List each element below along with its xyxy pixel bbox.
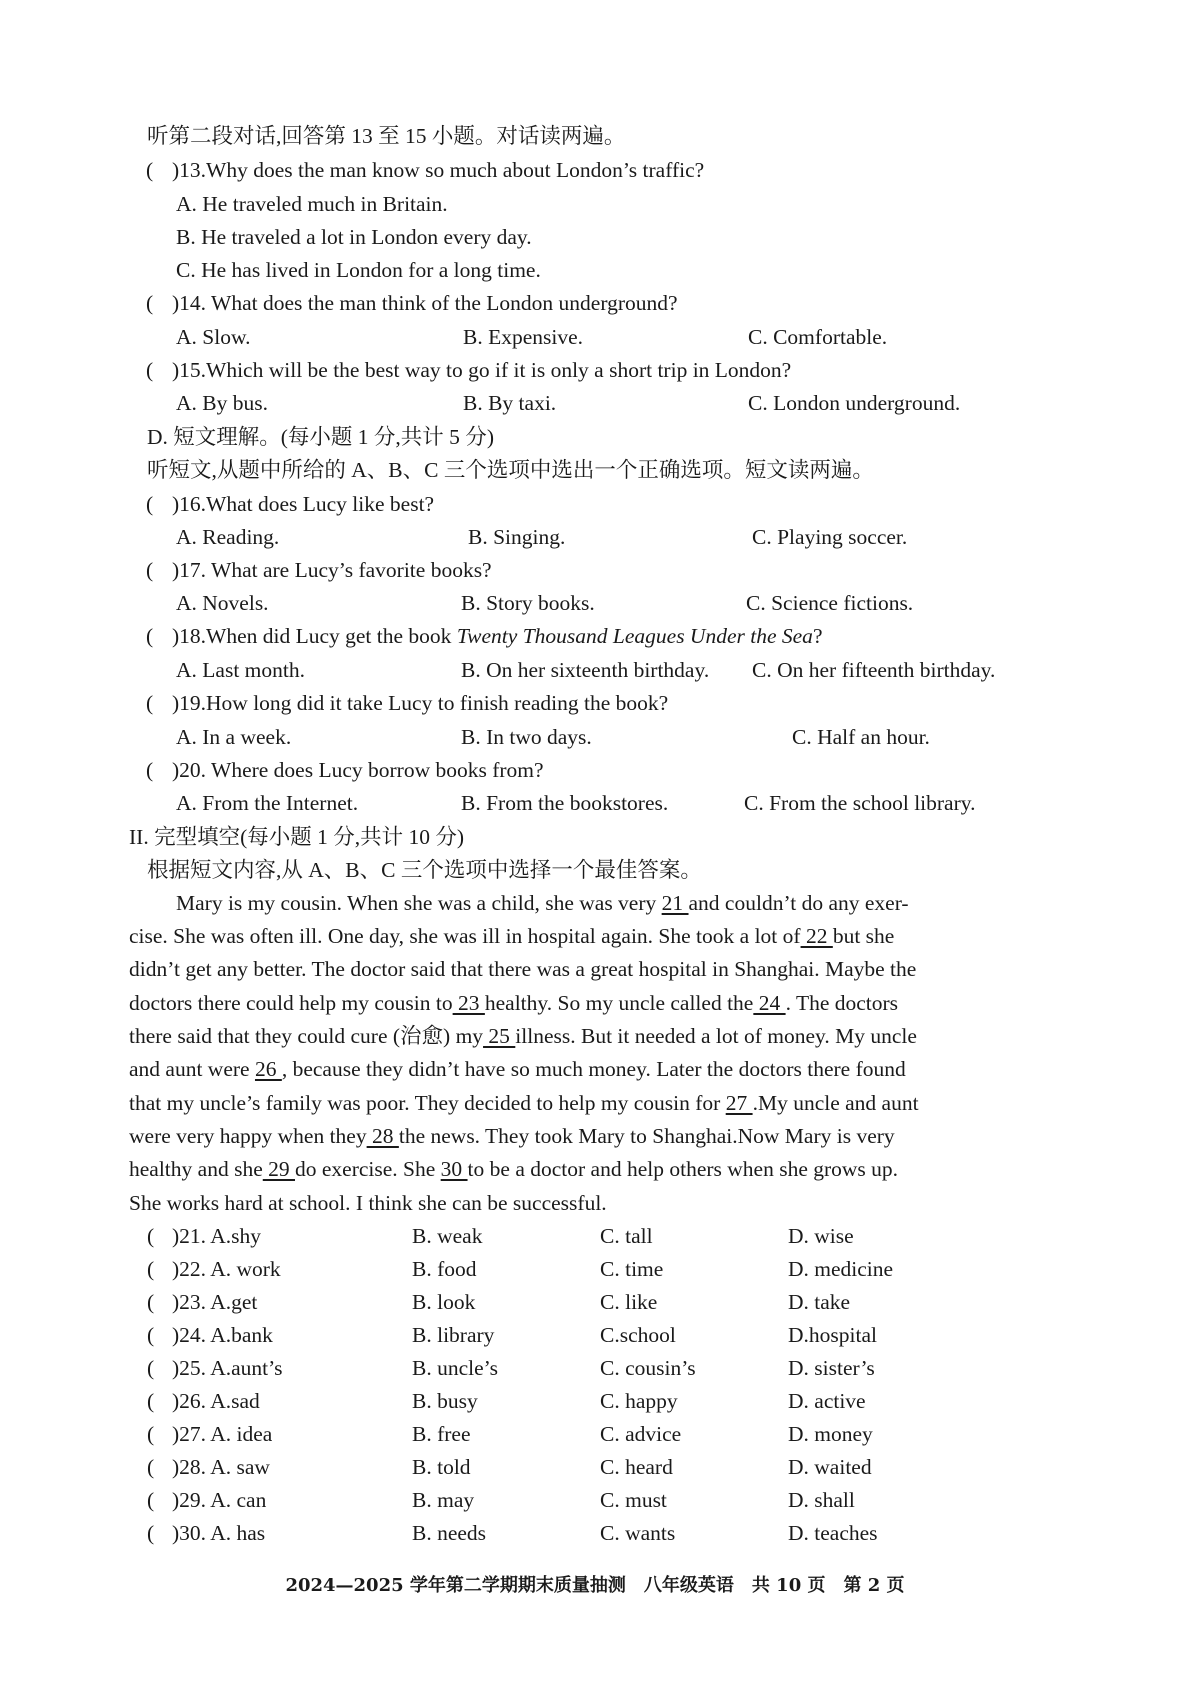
cloze-option-a: )29. A. can bbox=[172, 1488, 267, 1512]
blank-29: 29 bbox=[262, 1157, 295, 1181]
answer-paren: ( bbox=[146, 691, 154, 715]
blank-28: 28 bbox=[366, 1124, 399, 1148]
answer-paren: ( bbox=[146, 758, 154, 782]
passage-text: do exercise. She bbox=[295, 1157, 441, 1181]
blank-26: 26 bbox=[254, 1057, 282, 1081]
passage-line: didn’t get any better. The doctor said that there was a great hospital in Shanghai. Maybe the bbox=[129, 957, 917, 981]
question-15-stem: )15.Which will be the best way to go if it is only a short trip in London? bbox=[172, 358, 792, 382]
question-18-option-a: A. Last month. bbox=[176, 658, 305, 682]
book-title: Twenty Thousand Leagues Under the Sea bbox=[456, 624, 813, 648]
answer-paren: ( bbox=[146, 158, 154, 182]
answer-paren: ( bbox=[147, 1257, 155, 1281]
cloze-option-c: C. tall bbox=[600, 1224, 653, 1248]
question-16-option-c: C. Playing soccer. bbox=[752, 525, 908, 549]
cloze-option-a: )25. A.aunt’s bbox=[172, 1356, 283, 1380]
question-20-stem: )20. Where does Lucy borrow books from? bbox=[172, 758, 544, 782]
cloze-option-b: B. needs bbox=[412, 1521, 487, 1545]
passage-text: Mary is my cousin. When she was a child, she was very bbox=[176, 891, 662, 915]
question-13-stem: )13.Why does the man know so much about London’s traffic? bbox=[172, 158, 705, 182]
cloze-option-d: D. take bbox=[788, 1290, 851, 1314]
cloze-option-b: B. busy bbox=[412, 1389, 478, 1413]
section-d-title: D. 短文理解。(每小题 1 分,共计 5 分) bbox=[147, 425, 494, 449]
blank-23: 23 bbox=[452, 991, 485, 1015]
answer-paren: ( bbox=[147, 1422, 155, 1446]
answer-paren: ( bbox=[146, 492, 154, 516]
passage-text: there said that they could cure (治愈) my bbox=[129, 1024, 484, 1048]
page-footer: 2024—2025 学年第二学期期末质量抽测 八年级英语 共 10 页 第 2 页 bbox=[285, 1575, 905, 1596]
section-ii-instructions: 根据短文内容,从 A、B、C 三个选项中选择一个最佳答案。 bbox=[147, 858, 702, 882]
passage-text: were very happy when they bbox=[129, 1124, 367, 1148]
passage-line bbox=[129, 1054, 906, 1084]
section-c2-heading: 听第二段对话,回答第 13 至 15 小题。对话读两遍。 bbox=[147, 124, 626, 148]
passage-text: , because they didn’t have so much money. Later the doctors there found bbox=[281, 1057, 906, 1081]
answer-paren: ( bbox=[146, 624, 154, 648]
blank-22: 22 bbox=[800, 924, 833, 948]
question-14-option-a: A. Slow. bbox=[176, 325, 251, 349]
question-15-option-a: A. By bus. bbox=[176, 391, 268, 415]
cloze-option-c: C. wants bbox=[600, 1521, 676, 1545]
blank-25: 25 bbox=[483, 1024, 516, 1048]
answer-paren: ( bbox=[147, 1356, 155, 1380]
question-19-stem: )19.How long did it take Lucy to finish reading the book? bbox=[172, 691, 669, 715]
question-18-stem-text: )18.When did Lucy get the book bbox=[172, 624, 457, 648]
cloze-option-d: D. sister’s bbox=[788, 1356, 875, 1380]
passage-line bbox=[129, 1088, 919, 1118]
cloze-option-b: B. told bbox=[412, 1455, 471, 1479]
cloze-option-d: D. shall bbox=[788, 1488, 855, 1512]
question-17-option-b: B. Story books. bbox=[461, 591, 595, 615]
passage-line bbox=[129, 988, 898, 1018]
cloze-option-d: D.hospital bbox=[788, 1323, 877, 1347]
question-mark: ? bbox=[812, 624, 823, 648]
cloze-option-d: D. waited bbox=[788, 1455, 872, 1479]
answer-paren: ( bbox=[147, 1455, 155, 1479]
passage-line: She works hard at school. I think she can be successful. bbox=[129, 1191, 607, 1215]
section-ii-title: II. 完型填空(每小题 1 分,共计 10 分) bbox=[129, 825, 465, 849]
question-17-option-c: C. Science fictions. bbox=[746, 591, 914, 615]
passage-text: healthy and she bbox=[129, 1157, 263, 1181]
passage-text: .My uncle and aunt bbox=[752, 1091, 919, 1115]
cloze-option-b: B. library bbox=[412, 1323, 495, 1347]
question-14-option-b: B. Expensive. bbox=[463, 325, 584, 349]
passage-text: but she bbox=[832, 924, 895, 948]
question-20-option-c: C. From the school library. bbox=[744, 791, 976, 815]
answer-paren: ( bbox=[146, 291, 154, 315]
section-d-instructions: 听短文,从题中所给的 A、B、C 三个选项中选出一个正确选项。短文读两遍。 bbox=[147, 458, 874, 482]
cloze-option-c: C. like bbox=[600, 1290, 658, 1314]
answer-paren: ( bbox=[147, 1389, 155, 1413]
cloze-option-d: D. medicine bbox=[788, 1257, 894, 1281]
question-18-option-c: C. On her fifteenth birthday. bbox=[752, 658, 996, 682]
passage-text: cise. She was often ill. One day, she was ill in hospital again. She took a lot of bbox=[129, 924, 801, 948]
blank-30: 30 bbox=[440, 1157, 468, 1181]
question-19-option-b: B. In two days. bbox=[461, 725, 592, 749]
passage-line bbox=[129, 1021, 917, 1051]
cloze-option-c: C. heard bbox=[600, 1455, 673, 1479]
cloze-option-b: B. may bbox=[412, 1488, 475, 1512]
cloze-option-a: )24. A.bank bbox=[172, 1323, 273, 1347]
passage-line bbox=[129, 921, 894, 951]
answer-paren: ( bbox=[147, 1290, 155, 1314]
question-20-option-b: B. From the bookstores. bbox=[461, 791, 669, 815]
blank-21: 21 bbox=[661, 891, 689, 915]
cloze-option-a: )28. A. saw bbox=[172, 1455, 270, 1479]
cloze-option-a: )22. A. work bbox=[172, 1257, 281, 1281]
cloze-option-c: C. happy bbox=[600, 1389, 678, 1413]
question-15-option-c: C. London underground. bbox=[748, 391, 961, 415]
cloze-option-d: D. wise bbox=[788, 1224, 854, 1248]
answer-paren: ( bbox=[146, 358, 154, 382]
passage-text: the news. They took Mary to Shanghai.Now Mary is very bbox=[398, 1124, 895, 1148]
cloze-option-d: D. money bbox=[788, 1422, 873, 1446]
question-16-option-a: A. Reading. bbox=[176, 525, 280, 549]
question-20-option-a: A. From the Internet. bbox=[176, 791, 359, 815]
cloze-option-b: B. look bbox=[412, 1290, 476, 1314]
passage-text: healthy. So my uncle called the bbox=[484, 991, 754, 1015]
question-16-option-b: B. Singing. bbox=[468, 525, 566, 549]
cloze-option-d: D. active bbox=[788, 1389, 866, 1413]
cloze-option-a: )30. A. has bbox=[172, 1521, 266, 1545]
answer-paren: ( bbox=[147, 1488, 155, 1512]
passage-text: and couldn’t do any exer- bbox=[688, 891, 909, 915]
cloze-option-c: C. cousin’s bbox=[600, 1356, 696, 1380]
question-17-option-a: A. Novels. bbox=[176, 591, 269, 615]
passage-text: to be a doctor and help others when she grows up. bbox=[467, 1157, 899, 1181]
passage-text: and aunt were bbox=[129, 1057, 255, 1081]
question-18-stem bbox=[172, 621, 822, 651]
cloze-option-a: )21. A.shy bbox=[172, 1224, 261, 1248]
cloze-option-c: C.school bbox=[600, 1323, 676, 1347]
cloze-option-b: B. food bbox=[412, 1257, 477, 1281]
passage-text: illness. But it needed a lot of money. My uncle bbox=[515, 1024, 917, 1048]
answer-paren: ( bbox=[147, 1224, 155, 1248]
passage-text: . The doctors bbox=[785, 991, 899, 1015]
cloze-option-a: )26. A.sad bbox=[172, 1389, 260, 1413]
cloze-option-c: C. time bbox=[600, 1257, 664, 1281]
question-17-stem: )17. What are Lucy’s favorite books? bbox=[172, 558, 492, 582]
blank-24: 24 bbox=[753, 991, 786, 1015]
answer-paren: ( bbox=[147, 1323, 155, 1347]
question-13-option-c: C. He has lived in London for a long time. bbox=[176, 258, 541, 282]
question-18-option-b: B. On her sixteenth birthday. bbox=[461, 658, 710, 682]
question-14-stem: )14. What does the man think of the London underground? bbox=[172, 291, 678, 315]
passage-text: doctors there could help my cousin to bbox=[129, 991, 453, 1015]
answer-paren: ( bbox=[147, 1521, 155, 1545]
question-16-stem: )16.What does Lucy like best? bbox=[172, 492, 435, 516]
cloze-option-a: )23. A.get bbox=[172, 1290, 258, 1314]
question-14-option-c: C. Comfortable. bbox=[748, 325, 888, 349]
question-19-option-a: A. In a week. bbox=[176, 725, 292, 749]
cloze-option-b: B. uncle’s bbox=[412, 1356, 498, 1380]
passage-line bbox=[129, 1121, 895, 1151]
blank-27: 27 bbox=[725, 1091, 753, 1115]
cloze-option-c: C. advice bbox=[600, 1422, 682, 1446]
passage-line bbox=[129, 1154, 898, 1184]
cloze-option-c: C. must bbox=[600, 1488, 667, 1512]
cloze-option-a: )27. A. idea bbox=[172, 1422, 273, 1446]
question-13-option-b: B. He traveled a lot in London every day. bbox=[176, 225, 532, 249]
answer-paren: ( bbox=[146, 558, 154, 582]
cloze-option-b: B. free bbox=[412, 1422, 471, 1446]
cloze-option-b: B. weak bbox=[412, 1224, 483, 1248]
passage-text: that my uncle’s family was poor. They decided to help my cousin for bbox=[129, 1091, 726, 1115]
question-19-option-c: C. Half an hour. bbox=[792, 725, 930, 749]
cloze-option-d: D. teaches bbox=[788, 1521, 878, 1545]
question-13-option-a: A. He traveled much in Britain. bbox=[176, 192, 448, 216]
question-15-option-b: B. By taxi. bbox=[463, 391, 557, 415]
passage-line bbox=[176, 888, 909, 918]
